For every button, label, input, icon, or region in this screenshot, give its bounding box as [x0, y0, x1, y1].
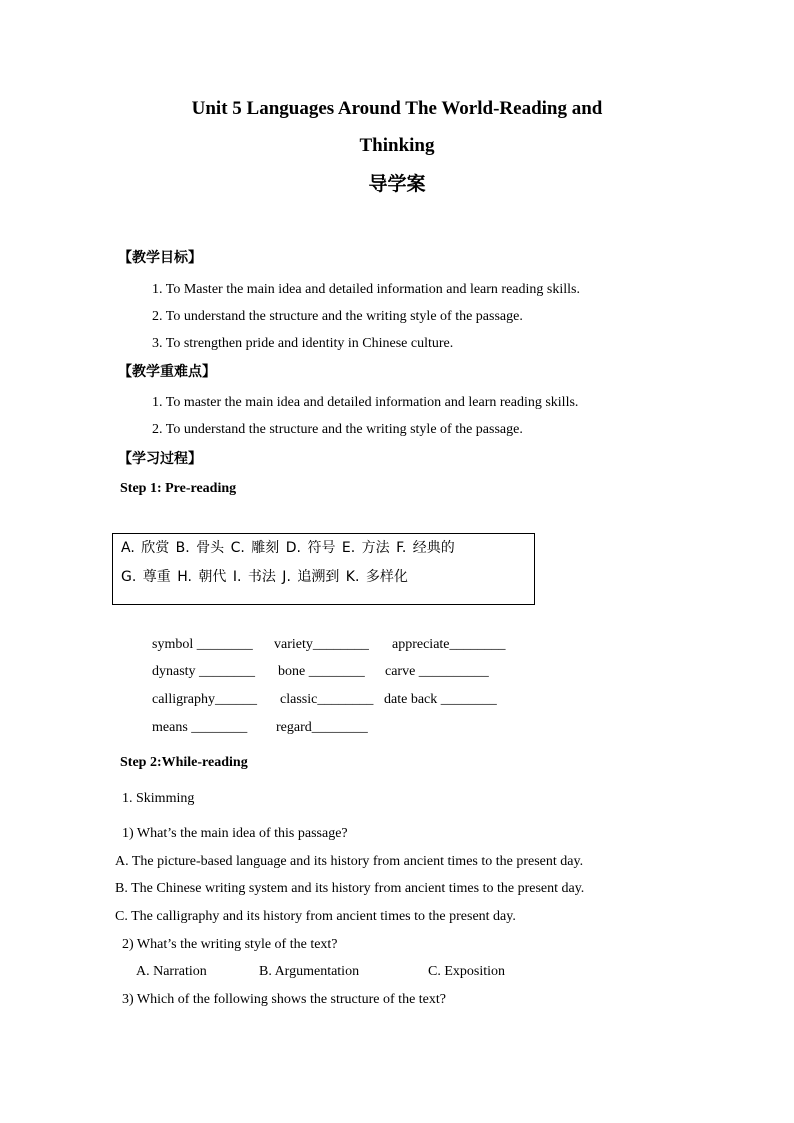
blank-item: regard________: [276, 720, 368, 735]
vocabulary-line-1: A. 欣赏 B. 骨头 C. 雕刻 D. 符号 E. 方法 F. 经典的: [121, 540, 455, 556]
question-2-option: C. Exposition: [428, 964, 506, 979]
skimming-label: 1. Skimming: [122, 791, 195, 806]
key-point-item: 2. To understand the structure and the writing style of the passage.: [152, 422, 523, 437]
question-1-option: A. The picture-based language and its history from ancient times to the present day.: [115, 854, 584, 869]
objectives-heading: 【教学目标】: [118, 250, 202, 266]
step1-label: Step 1: Pre-reading: [120, 481, 237, 496]
question-3: 3) Which of the following shows the structure of the text?: [122, 992, 446, 1007]
blank-item: carve __________: [385, 664, 489, 679]
objective-item: 1. To Master the main idea and detailed information and learn reading skills.: [152, 282, 580, 297]
blank-item: bone ________: [278, 664, 365, 679]
key-points-heading: 【教学重难点】: [118, 364, 216, 380]
objective-item: 3. To strengthen pride and identity in Chinese culture.: [152, 336, 454, 351]
question-2: 2) What’s the writing style of the text?: [122, 937, 338, 952]
vocabulary-line-2: G. 尊重 H. 朝代 I. 书法 J. 追溯到 K. 多样化: [121, 569, 408, 585]
blank-item: symbol ________: [152, 637, 253, 652]
question-1-option: C. The calligraphy and its history from ancient times to the present day.: [115, 909, 516, 924]
blank-item: date back ________: [384, 692, 497, 707]
step2-label: Step 2:While-reading: [120, 755, 248, 770]
page-title-line2: Thinking: [359, 135, 435, 156]
question-1: 1) What’s the main idea of this passage?: [122, 826, 348, 841]
blank-item: calligraphy______: [152, 692, 257, 707]
question-2-option: A. Narration: [136, 964, 207, 979]
vocabulary-box: [112, 533, 535, 605]
page-title-line1: Unit 5 Languages Around The World-Reading and: [191, 98, 603, 119]
blank-item: variety________: [274, 637, 369, 652]
question-2-option: B. Argumentation: [259, 964, 360, 979]
blank-item: means ________: [152, 720, 248, 735]
process-heading: 【学习过程】: [118, 451, 202, 467]
question-1-option: B. The Chinese writing system and its history from ancient times to the present day.: [115, 881, 585, 896]
page-subtitle: 导学案: [368, 173, 426, 195]
blank-item: appreciate________: [392, 637, 506, 652]
key-point-item: 1. To master the main idea and detailed information and learn reading skills.: [152, 395, 579, 410]
blank-item: dynasty ________: [152, 664, 256, 679]
blank-item: classic________: [280, 692, 374, 707]
objective-item: 2. To understand the structure and the writing style of the passage.: [152, 309, 523, 324]
